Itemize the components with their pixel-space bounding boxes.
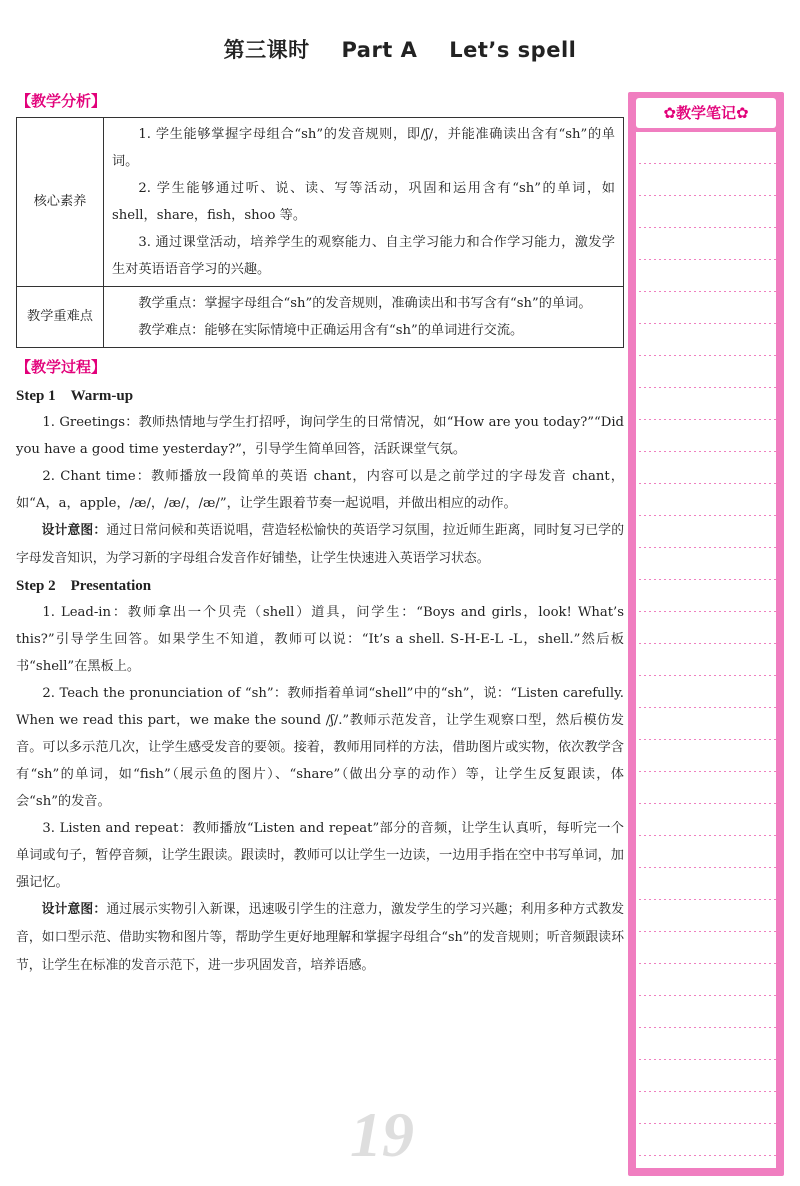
notes-heading: ✿教学笔记✿	[636, 98, 776, 128]
step1-intent	[16, 517, 624, 573]
step2-paragraph: 3. Listen and repeat：教师播放“Listen and repeat”部分的音频，让学生认真听，每听完一个单词或句子，暂停音频，让学生跟读。跟读时，教师可以让学生一边读，一边用手指在空中书写单词，加强记忆。	[16, 821, 624, 890]
topic-label: Let’s spell	[449, 38, 577, 62]
analysis-heading: 【教学分析】	[16, 92, 107, 110]
core-item: 3. 通过课堂活动，培养学生的观察能力、自主学习能力和合作学习能力，激发学生对英语语音学习的兴趣。	[112, 235, 615, 277]
step2-title: Step 2 Presentation	[16, 578, 152, 594]
step2-intent	[16, 896, 624, 980]
key-content	[104, 287, 624, 348]
page-title	[0, 34, 800, 64]
core-item: 2. 学生能够通过听、说、读、写等活动，巩固和运用含有“sh”的单词，如 shell，share，fish，shoo 等。	[112, 181, 615, 223]
key-item: 教学难点：能够在实际情境中正确运用含有“sh”的单词进行交流。	[138, 323, 524, 338]
step1-section	[16, 383, 624, 573]
key-item: 教学重点：掌握字母组合“sh”的发音规则，准确读出和书写含有“sh”的单词。	[138, 296, 592, 311]
core-label: 核心素养	[17, 118, 104, 287]
intent-text: 通过展示实物引入新课，迅速吸引学生的注意力，激发学生的学习兴趣；利用多种方式教发音，如口型示范、借助实物和图片等，帮助学生更好地理解和掌握字母组合“sh”的发音规则；听音频跟读环节，让学生在标准的发音示范下，进一步巩固发音，培养语感。	[16, 902, 625, 973]
lesson-label: 第三课时	[223, 38, 310, 62]
table-row	[17, 118, 624, 287]
intent-label: 设计意图：	[41, 902, 107, 917]
intent-text: 通过日常问候和英语说唱，营造轻松愉快的英语学习氛围，拉近师生距离，同时复习已学的字母发音知识，为学习新的字母组合发音作好铺垫，让学生快速进入英语学习状态。	[16, 523, 625, 566]
analysis-table	[16, 117, 624, 348]
part-label: Part A	[341, 38, 418, 62]
table-row	[17, 287, 624, 348]
step1-paragraph: 2. Chant time：教师播放一段简单的英语 chant，内容可以是之前学过的字母发音 chant，如“A，a，apple，/æ/，/æ/，/æ/”，让学生跟着节奏一起说唱，并做出相应的动作。	[16, 469, 624, 511]
core-item: 1. 学生能够掌握字母组合“sh”的发音规则，即/ʃ/，并能准确读出含有“sh”的单词。	[112, 127, 615, 169]
core-content	[104, 118, 624, 287]
step2-paragraph: 1. Lead-in：教师拿出一个贝壳（shell）道具，问学生：“Boys and girls，look! What’s this?”引导学生回答。如果学生不知道，教师可以说：“It’s a shell. S-H-E-L -L，shell.”然后板书“shell”在黑板上。	[16, 605, 624, 674]
process-heading: 【教学过程】	[16, 358, 107, 376]
step2-paragraph: 2. Teach the pronunciation of “sh”：教师指着单词“shell”中的“sh”，说：“Listen carefully. When we read this part，we make the sound /ʃ/.”教师示范发音，让学生观察口型，然后模仿发音。可以多示范几次，让学生感受发音的要领。接着，教师用同样的方法，借助图片或实物，依次教学含有“sh”的单词，如“fish”（展示鱼的图片）、“share”（做出分享的动作）等，让学生反复跟读，体会“sh”的发音。	[16, 686, 624, 809]
notes-sidebar	[628, 92, 784, 1176]
page-number: 19	[350, 1099, 414, 1170]
step2-section	[16, 573, 624, 980]
notes-lines	[636, 132, 776, 1168]
intent-label: 设计意图：	[41, 523, 107, 538]
step1-paragraph: 1. Greetings：教师热情地与学生打招呼，询问学生的日常情况，如“How are you today?”“Did you have a good time yesterday?”，引导学生简单回答，活跃课堂气氛。	[16, 415, 624, 457]
step1-title: Step 1 Warm-up	[16, 388, 134, 404]
main-content	[16, 90, 624, 980]
key-label: 教学重难点	[17, 287, 104, 348]
